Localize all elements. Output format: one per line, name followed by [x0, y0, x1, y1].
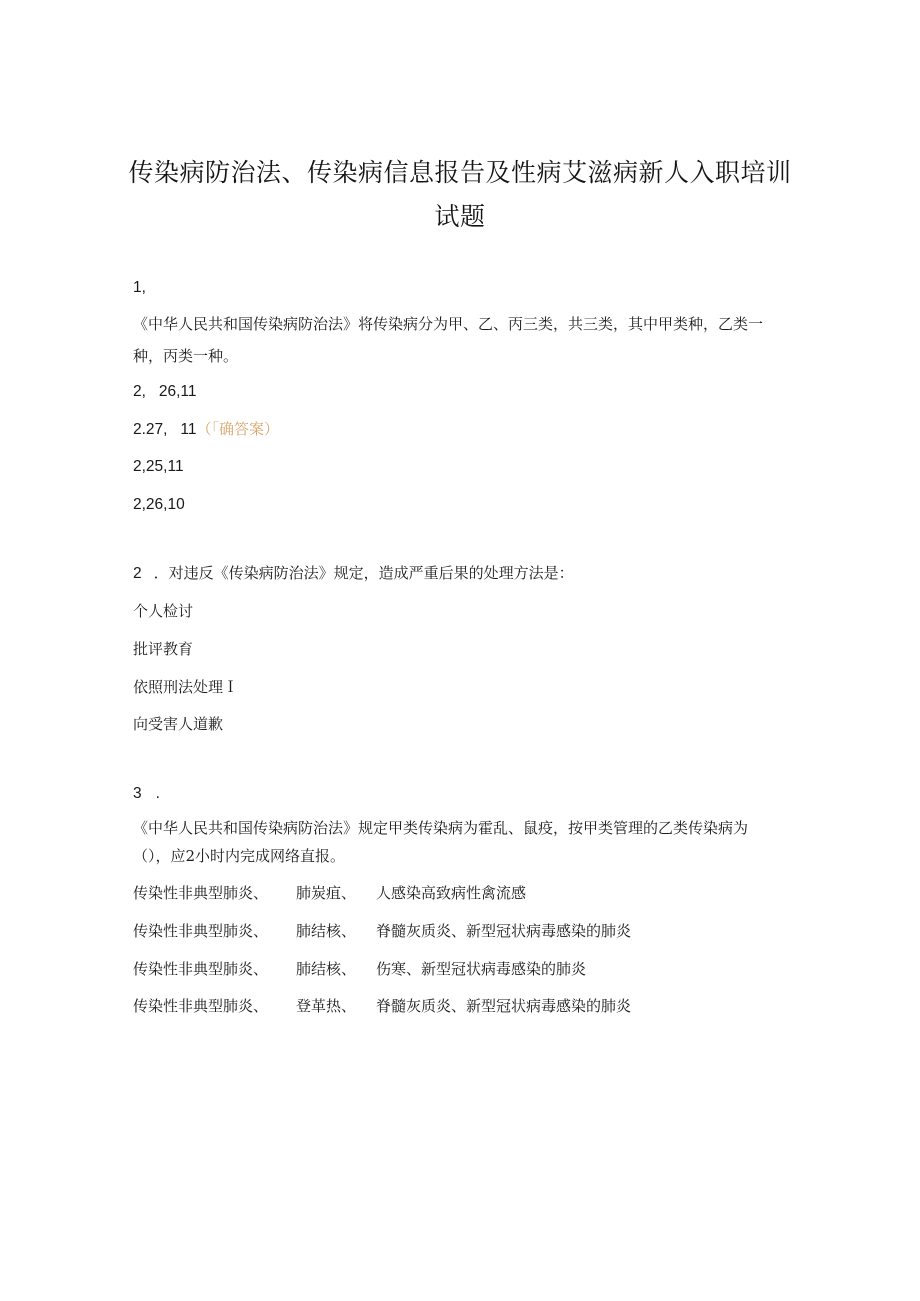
- question-1-option-b: [133, 418, 279, 441]
- question-3-number: 3: [133, 785, 142, 802]
- option-c-part-1: 传染性非典型肺炎、: [133, 960, 269, 978]
- question-2-number: 2: [133, 565, 142, 582]
- question-1-number: 1,: [133, 279, 146, 296]
- option-b-part-3: 脊髓灰质炎、新型冠状病毒感染的肺炎: [376, 922, 632, 940]
- question-3-stem-line-1: 《中华人民共和国传染病防治法》规定甲类传染病为霍乱、鼠疫，按甲类管理的乙类传染病为: [133, 819, 749, 837]
- option-b-part-1: 传染性非典型肺炎、: [133, 922, 269, 940]
- option-c-part-3: 伤寒、新型冠状病毒感染的肺炎: [376, 960, 587, 978]
- option-b-part-2: 肺结核、: [296, 922, 357, 940]
- question-1-stem-line-1: 《中华人民共和国传染病防治法》将传染病分为甲、乙、丙三类，共三类，其中甲类种，乙类一: [133, 315, 764, 333]
- question-3-number-suffix: .: [155, 785, 160, 802]
- option-d-part-2: 登革热、: [296, 997, 357, 1015]
- document-title-line-1: 传染病防治法、传染病信息报告及性病艾滋病新人入职培训: [128, 158, 792, 187]
- question-2-option-b: 批评教育: [133, 640, 194, 658]
- question-2-option-c: 依照刑法处理Ｉ: [133, 678, 239, 696]
- option-d-part-3: 脊髓灰质炎、新型冠状病毒感染的肺炎: [376, 997, 632, 1015]
- question-1-option-c: 2,25,11: [133, 458, 184, 475]
- question-2-stem: ．对违反《传染病防治法》规定，造成严重后果的处理方法是：: [153, 564, 574, 582]
- question-3-option-a: [133, 882, 526, 904]
- correct-answer-mark: （「确答案）: [196, 420, 279, 438]
- document-title-line-2: 试题: [434, 202, 486, 231]
- question-1-option-d: 2,26,10: [133, 496, 185, 513]
- question-3-option-d: [133, 995, 631, 1017]
- question-3-header: [133, 782, 160, 805]
- option-a-part-2: 肺炭疽、: [296, 884, 357, 902]
- option-d-part-1: 传染性非典型肺炎、: [133, 997, 269, 1015]
- question-3-stem-line-2: （），应2小时内完成网络直报。: [133, 847, 346, 865]
- question-3-option-c: [133, 958, 586, 980]
- question-2-option-d: 向受害人道歉: [133, 715, 224, 733]
- question-1-option-b-text: 2.27, 11: [133, 421, 197, 438]
- option-a-part-1: 传染性非典型肺炎、: [133, 884, 269, 902]
- question-1-stem-line-2: 种，丙类一种。: [133, 347, 239, 365]
- question-3-option-b: [133, 920, 631, 942]
- question-2-header: [133, 562, 574, 585]
- question-1-option-a: 2, 26,11: [133, 383, 197, 400]
- option-c-part-2: 肺结核、: [296, 960, 357, 978]
- option-a-part-3: 人感染高致病性禽流感: [376, 884, 527, 902]
- question-2-option-a: 个人检讨: [133, 602, 194, 620]
